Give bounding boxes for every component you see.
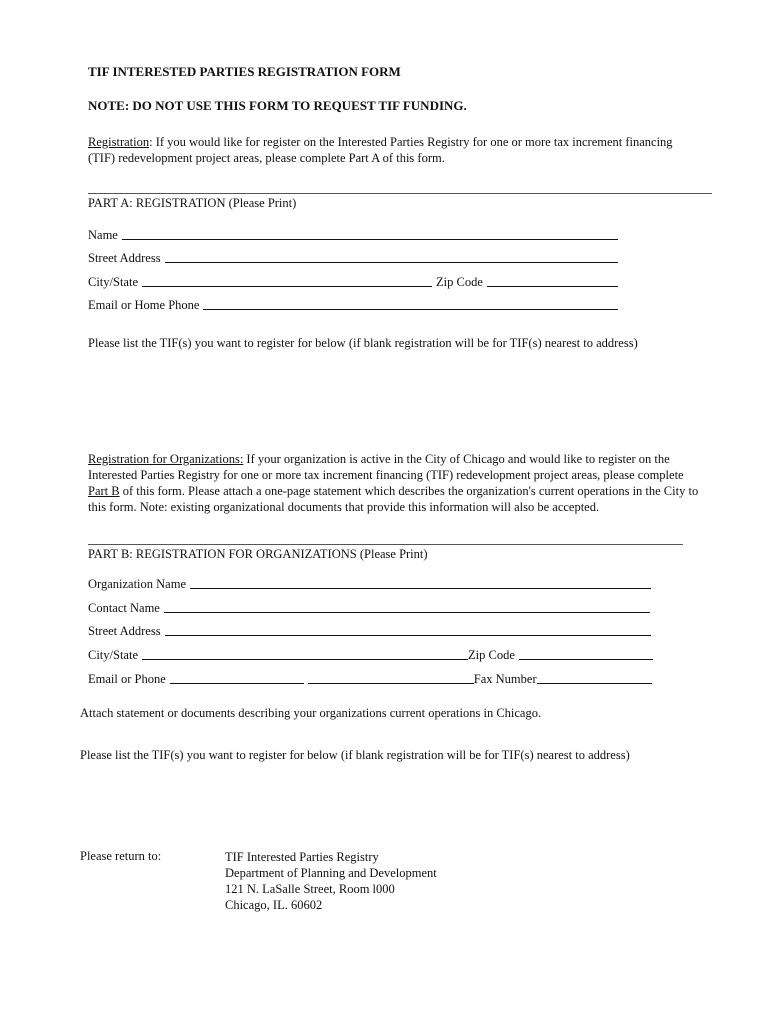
part-b-tif-list-instruction: Please list the TIF(s) you want to register for below (if blank registration will be for TIF(s) nearest to address) — [80, 748, 630, 762]
part-a-name-field[interactable] — [88, 227, 618, 243]
city-label-b: City/State — [88, 648, 138, 662]
city-line[interactable] — [142, 286, 432, 287]
part-b-contact-field[interactable] — [88, 600, 650, 616]
return-label: Please return to: — [80, 849, 162, 863]
street-label-b: Street Address — [88, 624, 161, 638]
part-a-street-field[interactable] — [88, 250, 618, 266]
zip-label-b: Zip Code — [468, 648, 515, 662]
return-address-line: Department of Planning and Development — [225, 866, 437, 880]
funding-note: NOTE: DO NOT USE THIS FORM TO REQUEST TIF FUNDING. — [88, 98, 467, 113]
org-intro-text-2: of this form. Please attach a one-page statement which describes the organization's current operations in the City to this form. Note: existing organizational documents that provide this information will also be accepted. — [88, 484, 699, 514]
zip-line-b[interactable] — [519, 659, 653, 660]
city-label: City/State — [88, 275, 138, 289]
phone-line-b[interactable] — [308, 683, 474, 684]
part-b-street-field[interactable] — [88, 623, 651, 639]
org-intro — [88, 451, 706, 515]
org-name-line[interactable] — [190, 588, 651, 589]
attach-statement-instruction: Attach statement or documents describing your organizations current operations in Chicago. — [80, 706, 542, 720]
contact-line[interactable] — [164, 612, 650, 613]
city-line-b[interactable] — [142, 659, 468, 660]
street-label: Street Address — [88, 251, 161, 265]
contact-label: Contact Name — [88, 601, 160, 615]
name-line[interactable] — [122, 239, 618, 240]
registration-text: : If you would like for register on the Interested Parties Registry for one or more tax increment financing (TIF) redevelopment project areas, please complete Part A of this form. — [88, 135, 673, 165]
part-a-divider — [88, 193, 712, 194]
registration-label: Registration — [88, 135, 150, 149]
return-address — [225, 849, 437, 913]
return-address-line: TIF Interested Parties Registry — [225, 850, 379, 864]
part-a-city-zip-field[interactable] — [88, 274, 618, 290]
name-label: Name — [88, 228, 118, 242]
zip-line[interactable] — [487, 286, 618, 287]
org-name-label: Organization Name — [88, 577, 186, 591]
form-title: TIF INTERESTED PARTIES REGISTRATION FORM — [88, 64, 401, 79]
org-intro-label: Registration for Organizations: — [88, 452, 244, 466]
fax-line[interactable] — [537, 683, 652, 684]
street-line[interactable] — [165, 262, 618, 263]
part-a-tif-list-instruction: Please list the TIF(s) you want to register for below (if blank registration will be for TIF(s) nearest to address) — [88, 336, 638, 350]
email-line[interactable] — [203, 309, 618, 310]
fax-label: Fax Number — [473, 672, 537, 686]
return-address-line: Chicago, IL. 60602 — [225, 898, 323, 912]
part-a-email-field[interactable] — [88, 297, 618, 313]
part-b-link: Part B — [88, 484, 120, 498]
part-b-city-zip-field[interactable] — [88, 647, 653, 663]
registration-intro — [88, 134, 688, 166]
email-label-b: Email or Phone — [88, 672, 166, 686]
part-b-email-fax-field[interactable] — [88, 671, 652, 687]
part-b-divider — [88, 544, 683, 545]
street-line-b[interactable] — [165, 635, 651, 636]
zip-label: Zip Code — [436, 275, 483, 289]
org-intro-text-1: If your organization is active in the City of Chicago and would like to register on the Interested Parties Registry for one or more tax increment financing (TIF) redevelopment project areas, please complete — [88, 452, 684, 482]
email-line-b[interactable] — [170, 683, 304, 684]
part-b-heading: PART B: REGISTRATION FOR ORGANIZATIONS (Please Print) — [88, 547, 428, 561]
return-address-line: 121 N. LaSalle Street, Room l000 — [225, 882, 395, 896]
part-a-heading: PART A: REGISTRATION (Please Print) — [88, 196, 297, 210]
part-b-org-name-field[interactable] — [88, 576, 651, 592]
email-label: Email or Home Phone — [88, 298, 200, 312]
